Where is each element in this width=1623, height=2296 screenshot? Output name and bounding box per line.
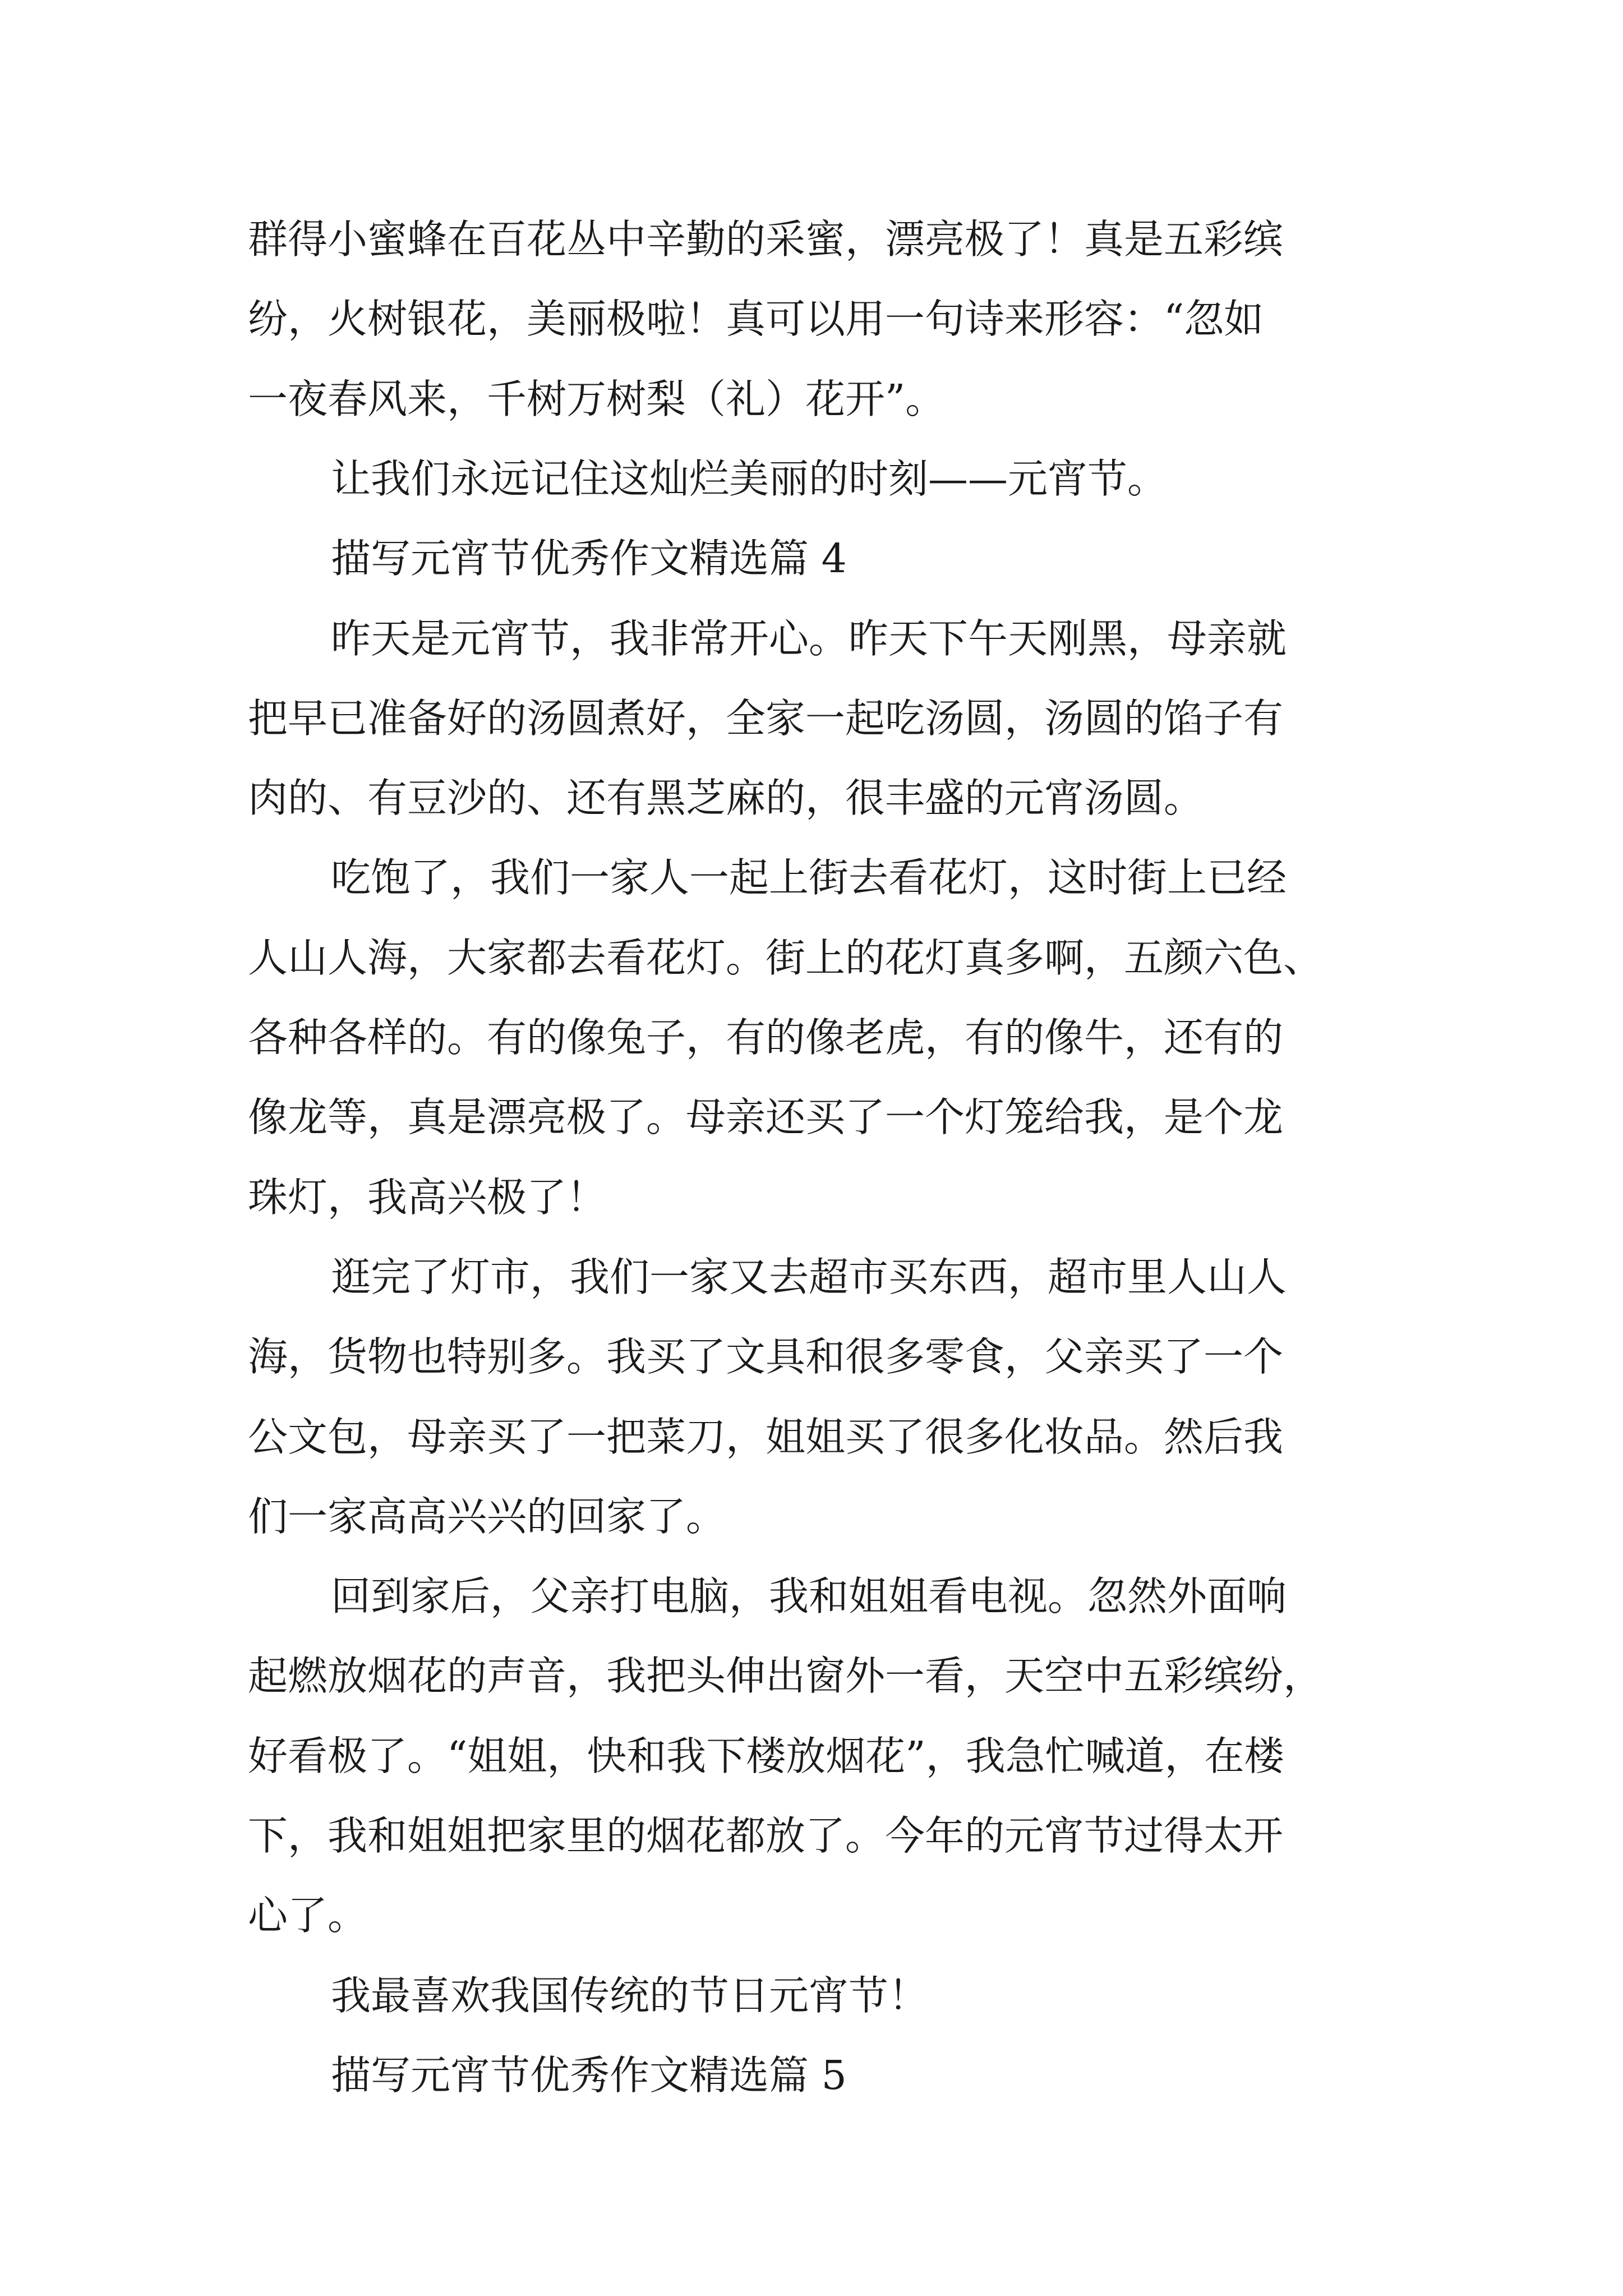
text-line: 群得小蜜蜂在百花丛中辛勤的采蜜，漂亮极了！真是五彩缤 [248, 216, 1284, 263]
text-line: 心了。 [248, 1892, 368, 1939]
text-line: 起燃放烟花的声音，我把头伸出窗外一看，天空中五彩缤纷， [248, 1653, 1324, 1700]
text-line: 珠灯，我高兴极了！ [248, 1174, 607, 1221]
text-line: 纷，火树银花，美丽极啦！真可以用一句诗来形容：“忽如 [248, 296, 1264, 343]
text-line: 昨天是元宵节，我非常开心。昨天下午天刚黑，母亲就 [331, 615, 1287, 662]
text-line: 各种各样的。有的像兔子，有的像老虎，有的像牛，还有的 [248, 1014, 1284, 1061]
section-heading: 描写元宵节优秀作文精选篇 5 [331, 2051, 847, 2099]
text-line: 一夜春风来，千树万树梨（礼）花开”。 [248, 375, 946, 422]
text-line: 们一家高高兴兴的回家了。 [248, 1493, 726, 1540]
text-line: 像龙等，真是漂亮极了。母亲还买了一个灯笼给我，是个龙 [248, 1094, 1284, 1141]
text-line: 吃饱了，我们一家人一起上街去看花灯，这时街上已经 [331, 854, 1287, 901]
text-line: 海，货物也特别多。我买了文具和很多零食，父亲买了一个 [248, 1333, 1284, 1381]
text-line: 好看极了。“姐姐，快和我下楼放烟花”，我急忙喊道，在楼 [248, 1732, 1284, 1779]
text-line: 公文包，母亲买了一把菜刀，姐姐买了很多化妆品。然后我 [248, 1413, 1284, 1460]
section-heading: 描写元宵节优秀作文精选篇 4 [331, 535, 847, 582]
text-line: 肉的、有豆沙的、还有黑芝麻的，很丰盛的元宵汤圆。 [248, 775, 1204, 822]
text-line: 把早已准备好的汤圆煮好，全家一起吃汤圆，汤圆的馅子有 [248, 694, 1284, 742]
text-line: 我最喜欢我国传统的节日元宵节！ [331, 1972, 929, 2019]
text-line: 回到家后，父亲打电脑，我和姐姐看电视。忽然外面响 [331, 1573, 1287, 1620]
text-line: 让我们永远记住这灿烂美丽的时刻——元宵节。 [331, 455, 1168, 502]
text-line: 人山人海，大家都去看花灯。街上的花灯真多啊，五颜六色、 [248, 934, 1324, 981]
text-line: 逛完了灯市，我们一家又去超市买东西，超市里人山人 [331, 1253, 1287, 1300]
text-line: 下，我和姐姐把家里的烟花都放了。今年的元宵节过得太开 [248, 1812, 1284, 1859]
